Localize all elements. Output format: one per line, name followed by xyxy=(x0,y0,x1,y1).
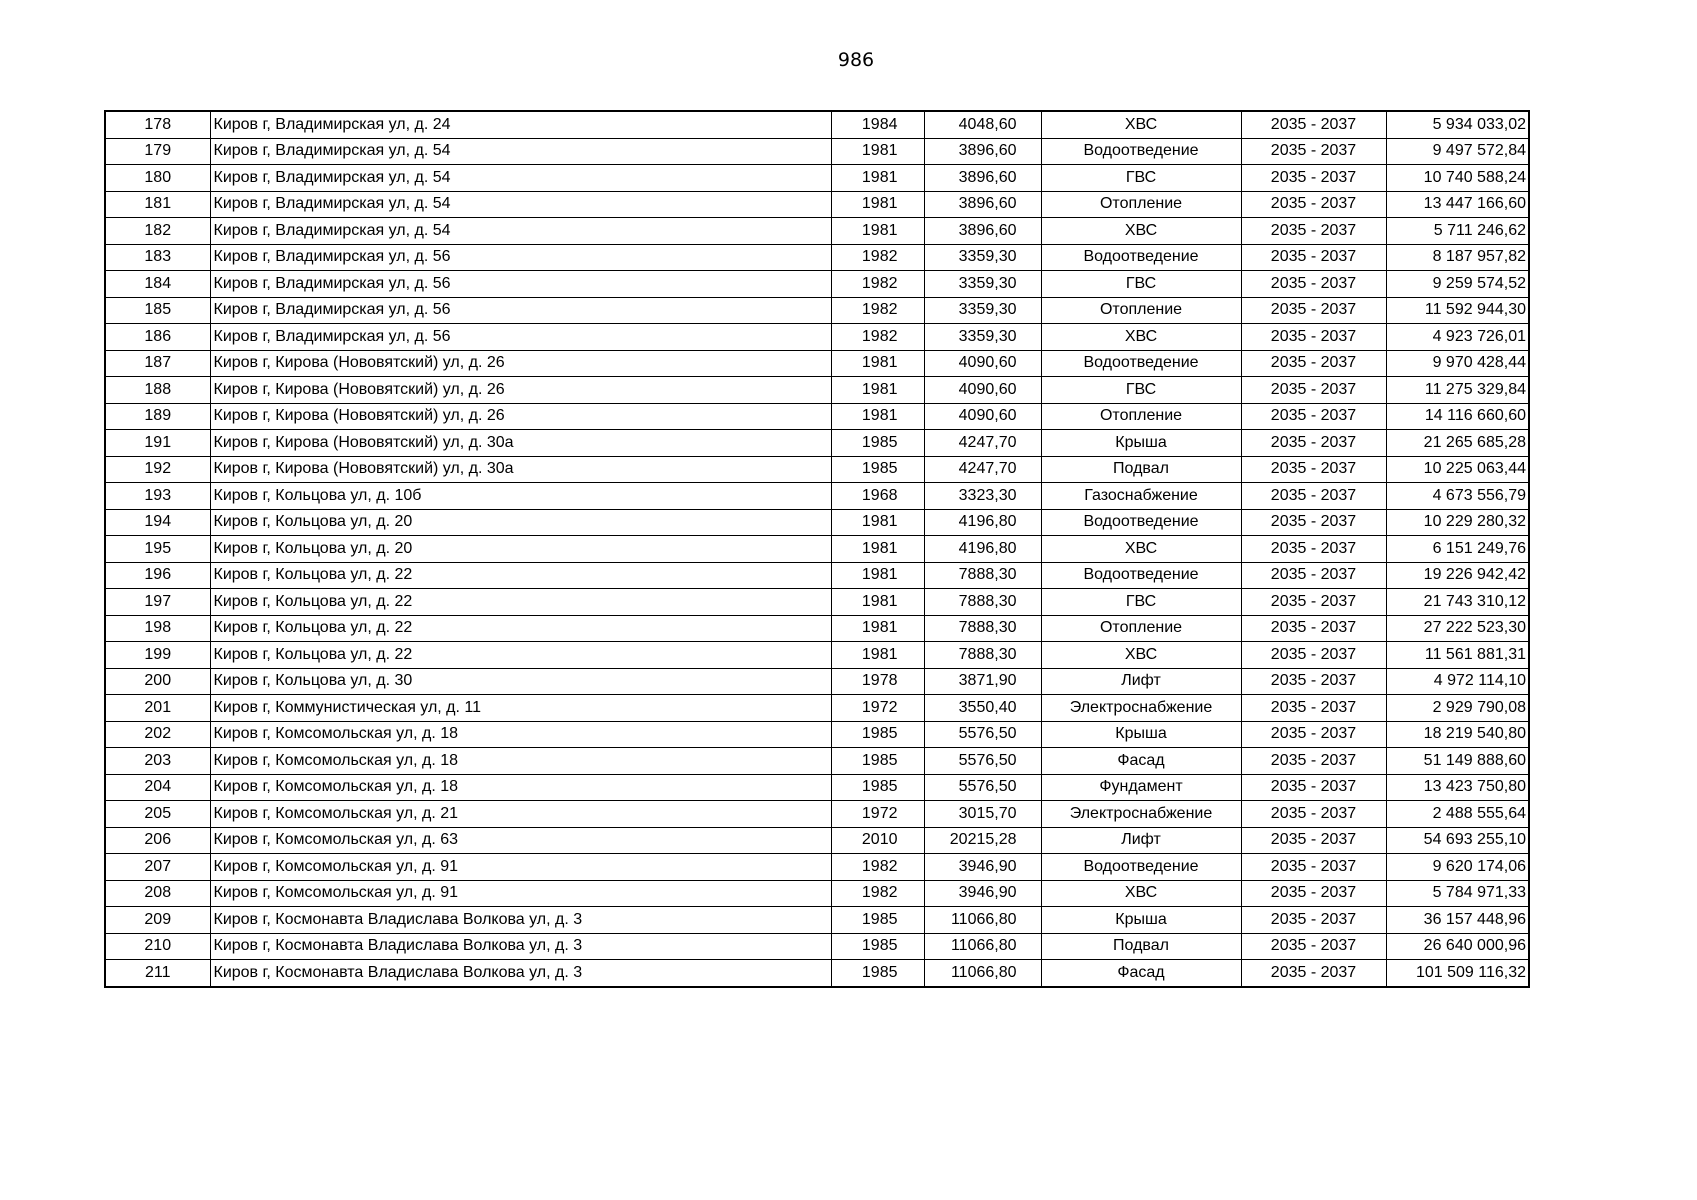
row-number: 179 xyxy=(105,138,210,165)
period-cell: 2035 - 2037 xyxy=(1241,827,1386,854)
year-built-cell: 1981 xyxy=(831,191,924,218)
address-cell: Киров г, Кольцова ул, д. 22 xyxy=(210,562,831,589)
work-type-cell: Отопление xyxy=(1041,403,1241,430)
address-cell: Киров г, Владимирская ул, д. 56 xyxy=(210,244,831,271)
area-cell: 7888,30 xyxy=(924,562,1041,589)
table-row xyxy=(105,854,1529,881)
year-built-cell: 1985 xyxy=(831,774,924,801)
area-cell: 3359,30 xyxy=(924,271,1041,298)
address-cell: Киров г, Кольцова ул, д. 20 xyxy=(210,509,831,536)
row-number: 208 xyxy=(105,880,210,907)
cost-cell: 2 929 790,08 xyxy=(1386,695,1529,722)
period-cell: 2035 - 2037 xyxy=(1241,138,1386,165)
work-type-cell: Крыша xyxy=(1041,907,1241,934)
area-cell: 5576,50 xyxy=(924,721,1041,748)
period-cell: 2035 - 2037 xyxy=(1241,165,1386,192)
period-cell: 2035 - 2037 xyxy=(1241,297,1386,324)
address-cell: Киров г, Владимирская ул, д. 56 xyxy=(210,297,831,324)
cost-cell: 4 673 556,79 xyxy=(1386,483,1529,510)
row-number: 204 xyxy=(105,774,210,801)
area-cell: 5576,50 xyxy=(924,748,1041,775)
period-cell: 2035 - 2037 xyxy=(1241,960,1386,987)
table-row xyxy=(105,138,1529,165)
cost-cell: 11 592 944,30 xyxy=(1386,297,1529,324)
work-type-cell: ГВС xyxy=(1041,589,1241,616)
address-cell: Киров г, Космонавта Владислава Волкова ул, д. 3 xyxy=(210,960,831,987)
area-cell: 3946,90 xyxy=(924,854,1041,881)
cost-cell: 10 229 280,32 xyxy=(1386,509,1529,536)
address-cell: Киров г, Комсомольская ул, д. 18 xyxy=(210,748,831,775)
table-row xyxy=(105,244,1529,271)
period-cell: 2035 - 2037 xyxy=(1241,642,1386,669)
year-built-cell: 1981 xyxy=(831,509,924,536)
period-cell: 2035 - 2037 xyxy=(1241,880,1386,907)
work-type-cell: ХВС xyxy=(1041,218,1241,245)
cost-cell: 21 265 685,28 xyxy=(1386,430,1529,457)
table-row xyxy=(105,642,1529,669)
year-built-cell: 1981 xyxy=(831,218,924,245)
table-row xyxy=(105,350,1529,377)
year-built-cell: 1968 xyxy=(831,483,924,510)
cost-cell: 6 151 249,76 xyxy=(1386,536,1529,563)
cost-cell: 5 784 971,33 xyxy=(1386,880,1529,907)
address-cell: Киров г, Космонавта Владислава Волкова ул, д. 3 xyxy=(210,933,831,960)
year-built-cell: 1982 xyxy=(831,880,924,907)
row-number: 201 xyxy=(105,695,210,722)
work-type-cell: Электроснабжение xyxy=(1041,801,1241,828)
table-row xyxy=(105,827,1529,854)
work-type-cell: Отопление xyxy=(1041,615,1241,642)
table-row xyxy=(105,960,1529,987)
year-built-cell: 1985 xyxy=(831,933,924,960)
cost-cell: 26 640 000,96 xyxy=(1386,933,1529,960)
work-type-cell: Водоотведение xyxy=(1041,562,1241,589)
area-cell: 3359,30 xyxy=(924,324,1041,351)
table-row xyxy=(105,483,1529,510)
period-cell: 2035 - 2037 xyxy=(1241,350,1386,377)
address-cell: Киров г, Комсомольская ул, д. 91 xyxy=(210,854,831,881)
address-cell: Киров г, Кольцова ул, д. 20 xyxy=(210,536,831,563)
work-type-cell: Электроснабжение xyxy=(1041,695,1241,722)
row-number: 185 xyxy=(105,297,210,324)
period-cell: 2035 - 2037 xyxy=(1241,774,1386,801)
year-built-cell: 2010 xyxy=(831,827,924,854)
cost-cell: 8 187 957,82 xyxy=(1386,244,1529,271)
area-cell: 4247,70 xyxy=(924,456,1041,483)
year-built-cell: 1982 xyxy=(831,244,924,271)
work-type-cell: Водоотведение xyxy=(1041,854,1241,881)
cost-cell: 11 275 329,84 xyxy=(1386,377,1529,404)
row-number: 203 xyxy=(105,748,210,775)
work-type-cell: Подвал xyxy=(1041,933,1241,960)
row-number: 178 xyxy=(105,111,210,138)
area-cell: 4090,60 xyxy=(924,403,1041,430)
work-type-cell: Отопление xyxy=(1041,297,1241,324)
work-type-cell: Лифт xyxy=(1041,827,1241,854)
area-cell: 7888,30 xyxy=(924,615,1041,642)
row-number: 197 xyxy=(105,589,210,616)
period-cell: 2035 - 2037 xyxy=(1241,403,1386,430)
work-type-cell: Фасад xyxy=(1041,960,1241,987)
row-number: 211 xyxy=(105,960,210,987)
period-cell: 2035 - 2037 xyxy=(1241,933,1386,960)
period-cell: 2035 - 2037 xyxy=(1241,456,1386,483)
period-cell: 2035 - 2037 xyxy=(1241,615,1386,642)
register-body xyxy=(105,111,1529,987)
row-number: 198 xyxy=(105,615,210,642)
row-number: 209 xyxy=(105,907,210,934)
year-built-cell: 1972 xyxy=(831,695,924,722)
table-row xyxy=(105,615,1529,642)
work-type-cell: ГВС xyxy=(1041,377,1241,404)
area-cell: 3323,30 xyxy=(924,483,1041,510)
year-built-cell: 1981 xyxy=(831,377,924,404)
table-row xyxy=(105,191,1529,218)
period-cell: 2035 - 2037 xyxy=(1241,111,1386,138)
area-cell: 7888,30 xyxy=(924,589,1041,616)
address-cell: Киров г, Кольцова ул, д. 22 xyxy=(210,589,831,616)
address-cell: Киров г, Владимирская ул, д. 24 xyxy=(210,111,831,138)
year-built-cell: 1985 xyxy=(831,456,924,483)
row-number: 196 xyxy=(105,562,210,589)
cost-cell: 101 509 116,32 xyxy=(1386,960,1529,987)
period-cell: 2035 - 2037 xyxy=(1241,509,1386,536)
cost-cell: 4 923 726,01 xyxy=(1386,324,1529,351)
area-cell: 3550,40 xyxy=(924,695,1041,722)
cost-cell: 51 149 888,60 xyxy=(1386,748,1529,775)
year-built-cell: 1972 xyxy=(831,801,924,828)
cost-cell: 10 225 063,44 xyxy=(1386,456,1529,483)
year-built-cell: 1981 xyxy=(831,350,924,377)
address-cell: Киров г, Кирова (Нововятский) ул, д. 30а xyxy=(210,456,831,483)
area-cell: 3946,90 xyxy=(924,880,1041,907)
cost-cell: 14 116 660,60 xyxy=(1386,403,1529,430)
year-built-cell: 1981 xyxy=(831,615,924,642)
year-built-cell: 1981 xyxy=(831,642,924,669)
area-cell: 20215,28 xyxy=(924,827,1041,854)
row-number: 183 xyxy=(105,244,210,271)
row-number: 194 xyxy=(105,509,210,536)
table-row xyxy=(105,536,1529,563)
table-row xyxy=(105,721,1529,748)
work-type-cell: Лифт xyxy=(1041,668,1241,695)
table-row xyxy=(105,907,1529,934)
period-cell: 2035 - 2037 xyxy=(1241,218,1386,245)
work-type-cell: Водоотведение xyxy=(1041,244,1241,271)
area-cell: 3359,30 xyxy=(924,244,1041,271)
row-number: 199 xyxy=(105,642,210,669)
year-built-cell: 1985 xyxy=(831,960,924,987)
address-cell: Киров г, Кольцова ул, д. 22 xyxy=(210,615,831,642)
area-cell: 4196,80 xyxy=(924,536,1041,563)
area-cell: 4090,60 xyxy=(924,377,1041,404)
table-row xyxy=(105,377,1529,404)
period-cell: 2035 - 2037 xyxy=(1241,244,1386,271)
work-type-cell: Водоотведение xyxy=(1041,350,1241,377)
row-number: 192 xyxy=(105,456,210,483)
area-cell: 4196,80 xyxy=(924,509,1041,536)
cost-cell: 10 740 588,24 xyxy=(1386,165,1529,192)
row-number: 200 xyxy=(105,668,210,695)
year-built-cell: 1981 xyxy=(831,138,924,165)
year-built-cell: 1985 xyxy=(831,721,924,748)
address-cell: Киров г, Владимирская ул, д. 54 xyxy=(210,138,831,165)
repair-register-table xyxy=(104,110,1530,988)
row-number: 205 xyxy=(105,801,210,828)
cost-cell: 18 219 540,80 xyxy=(1386,721,1529,748)
year-built-cell: 1985 xyxy=(831,748,924,775)
period-cell: 2035 - 2037 xyxy=(1241,271,1386,298)
work-type-cell: Газоснабжение xyxy=(1041,483,1241,510)
year-built-cell: 1981 xyxy=(831,536,924,563)
area-cell: 3015,70 xyxy=(924,801,1041,828)
table-row xyxy=(105,562,1529,589)
cost-cell: 11 561 881,31 xyxy=(1386,642,1529,669)
work-type-cell: Водоотведение xyxy=(1041,509,1241,536)
area-cell: 7888,30 xyxy=(924,642,1041,669)
area-cell: 5576,50 xyxy=(924,774,1041,801)
address-cell: Киров г, Кирова (Нововятский) ул, д. 30а xyxy=(210,430,831,457)
row-number: 182 xyxy=(105,218,210,245)
work-type-cell: ХВС xyxy=(1041,324,1241,351)
period-cell: 2035 - 2037 xyxy=(1241,668,1386,695)
cost-cell: 9 259 574,52 xyxy=(1386,271,1529,298)
address-cell: Киров г, Комсомольская ул, д. 91 xyxy=(210,880,831,907)
year-built-cell: 1981 xyxy=(831,165,924,192)
row-number: 210 xyxy=(105,933,210,960)
year-built-cell: 1985 xyxy=(831,907,924,934)
cost-cell: 4 972 114,10 xyxy=(1386,668,1529,695)
address-cell: Киров г, Кольцова ул, д. 30 xyxy=(210,668,831,695)
year-built-cell: 1982 xyxy=(831,854,924,881)
work-type-cell: ХВС xyxy=(1041,536,1241,563)
address-cell: Киров г, Кирова (Нововятский) ул, д. 26 xyxy=(210,350,831,377)
table-row xyxy=(105,933,1529,960)
period-cell: 2035 - 2037 xyxy=(1241,562,1386,589)
work-type-cell: Водоотведение xyxy=(1041,138,1241,165)
row-number: 188 xyxy=(105,377,210,404)
table-row xyxy=(105,271,1529,298)
address-cell: Киров г, Космонавта Владислава Волкова ул, д. 3 xyxy=(210,907,831,934)
period-cell: 2035 - 2037 xyxy=(1241,589,1386,616)
table-row xyxy=(105,165,1529,192)
cost-cell: 13 423 750,80 xyxy=(1386,774,1529,801)
cost-cell: 9 970 428,44 xyxy=(1386,350,1529,377)
area-cell: 4247,70 xyxy=(924,430,1041,457)
cost-cell: 21 743 310,12 xyxy=(1386,589,1529,616)
period-cell: 2035 - 2037 xyxy=(1241,191,1386,218)
cost-cell: 54 693 255,10 xyxy=(1386,827,1529,854)
page-number: 986 xyxy=(837,49,875,71)
year-built-cell: 1982 xyxy=(831,271,924,298)
work-type-cell: Крыша xyxy=(1041,430,1241,457)
work-type-cell: ХВС xyxy=(1041,111,1241,138)
address-cell: Киров г, Комсомольская ул, д. 18 xyxy=(210,774,831,801)
cost-cell: 13 447 166,60 xyxy=(1386,191,1529,218)
row-number: 181 xyxy=(105,191,210,218)
row-number: 191 xyxy=(105,430,210,457)
work-type-cell: Фасад xyxy=(1041,748,1241,775)
year-built-cell: 1981 xyxy=(831,589,924,616)
work-type-cell: ГВС xyxy=(1041,165,1241,192)
table-row xyxy=(105,324,1529,351)
row-number: 193 xyxy=(105,483,210,510)
year-built-cell: 1982 xyxy=(831,297,924,324)
table-row xyxy=(105,111,1529,138)
row-number: 195 xyxy=(105,536,210,563)
year-built-cell: 1981 xyxy=(831,562,924,589)
row-number: 187 xyxy=(105,350,210,377)
address-cell: Киров г, Владимирская ул, д. 54 xyxy=(210,218,831,245)
area-cell: 3896,60 xyxy=(924,138,1041,165)
cost-cell: 36 157 448,96 xyxy=(1386,907,1529,934)
address-cell: Киров г, Владимирская ул, д. 54 xyxy=(210,165,831,192)
row-number: 206 xyxy=(105,827,210,854)
row-number: 189 xyxy=(105,403,210,430)
work-type-cell: Подвал xyxy=(1041,456,1241,483)
table-row xyxy=(105,695,1529,722)
year-built-cell: 1982 xyxy=(831,324,924,351)
year-built-cell: 1985 xyxy=(831,430,924,457)
cost-cell: 19 226 942,42 xyxy=(1386,562,1529,589)
period-cell: 2035 - 2037 xyxy=(1241,377,1386,404)
table-row xyxy=(105,668,1529,695)
area-cell: 11066,80 xyxy=(924,960,1041,987)
period-cell: 2035 - 2037 xyxy=(1241,748,1386,775)
table-row xyxy=(105,774,1529,801)
area-cell: 3896,60 xyxy=(924,218,1041,245)
table-row xyxy=(105,456,1529,483)
area-cell: 3871,90 xyxy=(924,668,1041,695)
period-cell: 2035 - 2037 xyxy=(1241,430,1386,457)
year-built-cell: 1981 xyxy=(831,403,924,430)
table-row xyxy=(105,218,1529,245)
period-cell: 2035 - 2037 xyxy=(1241,721,1386,748)
table-row xyxy=(105,509,1529,536)
row-number: 186 xyxy=(105,324,210,351)
period-cell: 2035 - 2037 xyxy=(1241,907,1386,934)
address-cell: Киров г, Кольцова ул, д. 22 xyxy=(210,642,831,669)
cost-cell: 5 711 246,62 xyxy=(1386,218,1529,245)
cost-cell: 9 620 174,06 xyxy=(1386,854,1529,881)
row-number: 180 xyxy=(105,165,210,192)
work-type-cell: Фундамент xyxy=(1041,774,1241,801)
address-cell: Киров г, Комсомольская ул, д. 18 xyxy=(210,721,831,748)
table-row xyxy=(105,748,1529,775)
area-cell: 3359,30 xyxy=(924,297,1041,324)
address-cell: Киров г, Комсомольская ул, д. 63 xyxy=(210,827,831,854)
cost-cell: 5 934 033,02 xyxy=(1386,111,1529,138)
table-row xyxy=(105,880,1529,907)
row-number: 184 xyxy=(105,271,210,298)
table-row xyxy=(105,801,1529,828)
work-type-cell: ХВС xyxy=(1041,642,1241,669)
period-cell: 2035 - 2037 xyxy=(1241,324,1386,351)
work-type-cell: ХВС xyxy=(1041,880,1241,907)
table-row xyxy=(105,430,1529,457)
period-cell: 2035 - 2037 xyxy=(1241,854,1386,881)
area-cell: 11066,80 xyxy=(924,907,1041,934)
area-cell: 4048,60 xyxy=(924,111,1041,138)
address-cell: Киров г, Владимирская ул, д. 56 xyxy=(210,271,831,298)
period-cell: 2035 - 2037 xyxy=(1241,536,1386,563)
area-cell: 3896,60 xyxy=(924,165,1041,192)
work-type-cell: ГВС xyxy=(1041,271,1241,298)
area-cell: 3896,60 xyxy=(924,191,1041,218)
period-cell: 2035 - 2037 xyxy=(1241,801,1386,828)
year-built-cell: 1978 xyxy=(831,668,924,695)
cost-cell: 2 488 555,64 xyxy=(1386,801,1529,828)
area-cell: 11066,80 xyxy=(924,933,1041,960)
table-row xyxy=(105,589,1529,616)
table-row xyxy=(105,297,1529,324)
period-cell: 2035 - 2037 xyxy=(1241,695,1386,722)
address-cell: Киров г, Комсомольская ул, д. 21 xyxy=(210,801,831,828)
row-number: 207 xyxy=(105,854,210,881)
work-type-cell: Крыша xyxy=(1041,721,1241,748)
address-cell: Киров г, Владимирская ул, д. 56 xyxy=(210,324,831,351)
address-cell: Киров г, Кольцова ул, д. 10б xyxy=(210,483,831,510)
row-number: 202 xyxy=(105,721,210,748)
address-cell: Киров г, Кирова (Нововятский) ул, д. 26 xyxy=(210,403,831,430)
area-cell: 4090,60 xyxy=(924,350,1041,377)
table-row xyxy=(105,403,1529,430)
address-cell: Киров г, Владимирская ул, д. 54 xyxy=(210,191,831,218)
address-cell: Киров г, Кирова (Нововятский) ул, д. 26 xyxy=(210,377,831,404)
address-cell: Киров г, Коммунистическая ул, д. 11 xyxy=(210,695,831,722)
cost-cell: 27 222 523,30 xyxy=(1386,615,1529,642)
period-cell: 2035 - 2037 xyxy=(1241,483,1386,510)
cost-cell: 9 497 572,84 xyxy=(1386,138,1529,165)
work-type-cell: Отопление xyxy=(1041,191,1241,218)
year-built-cell: 1984 xyxy=(831,111,924,138)
